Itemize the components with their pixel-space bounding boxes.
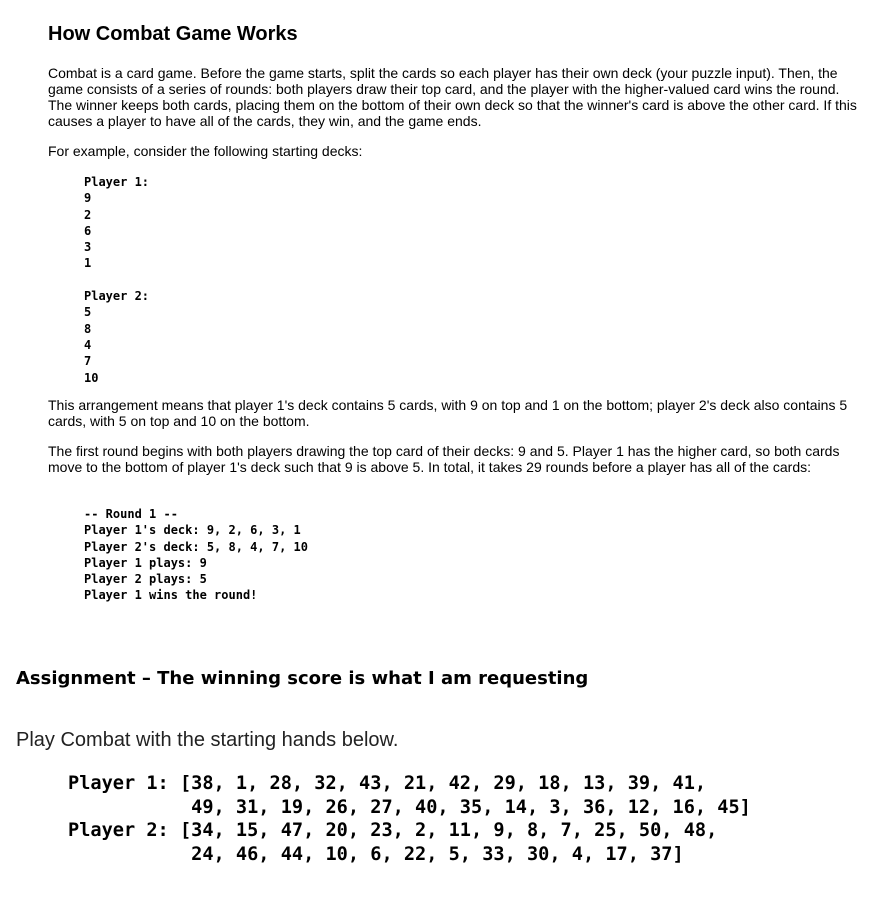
starting-hands-code-block: Player 1: [38, 1, 28, 32, 43, 21, 42, 29, 18, 13, 39, 41, 49, 31, 19, 26, 27, 40, 35, 14, 3, 36, 12, 16, 45] Player 2: [34, 15, 47, 20, 23, 2, 11, 9, 8, 7, 25, 50, 48, 24, 46, 44, 10, 6, 22, 5, 33, 30, 4, 17, 37]	[68, 773, 751, 865]
assignment-intro-text: Play Combat with the starting hands below.	[16, 729, 399, 751]
arrangement-paragraph: This arrangement means that player 1's deck contains 5 cards, with 9 on top and 1 on the bottom; player 2's deck also contains 5 cards, with 5 on top and 10 on the bottom.	[48, 397, 848, 429]
assignment-heading: Assignment – The winning score is what I am requesting	[16, 668, 589, 689]
page-title: How Combat Game Works	[48, 23, 298, 45]
round-log-code-block: -- Round 1 -- Player 1's deck: 9, 2, 6, 3, 1 Player 2's deck: 5, 8, 4, 7, 10 Player 1 plays: 9 Player 2 plays: 5 Player 1 wins the round!	[84, 507, 308, 603]
example-decks-code-block: Player 1: 9 2 6 3 1 Player 2: 5 8 4 7 10	[84, 175, 150, 385]
first-round-paragraph: The first round begins with both players drawing the top card of their decks: 9 and 5. Player 1 has the higher card, so both cards move to the bottom of player 1's deck such that 9 is above 5. In total, it takes 29 rounds before a player has all of the cards:	[48, 443, 840, 475]
intro-paragraph: Combat is a card game. Before the game starts, split the cards so each player has their own deck (your puzzle input). Then, the game consists of a series of rounds: both players draw their top card, and the player with the higher-valued card wins the round. The winner keeps both cards, placing them on the bottom of their own deck so that the winner's card is above the other card. If this causes a player to have all of the cards, they win, and the game ends.	[48, 65, 857, 129]
example-intro-text: For example, consider the following starting decks:	[48, 143, 363, 159]
